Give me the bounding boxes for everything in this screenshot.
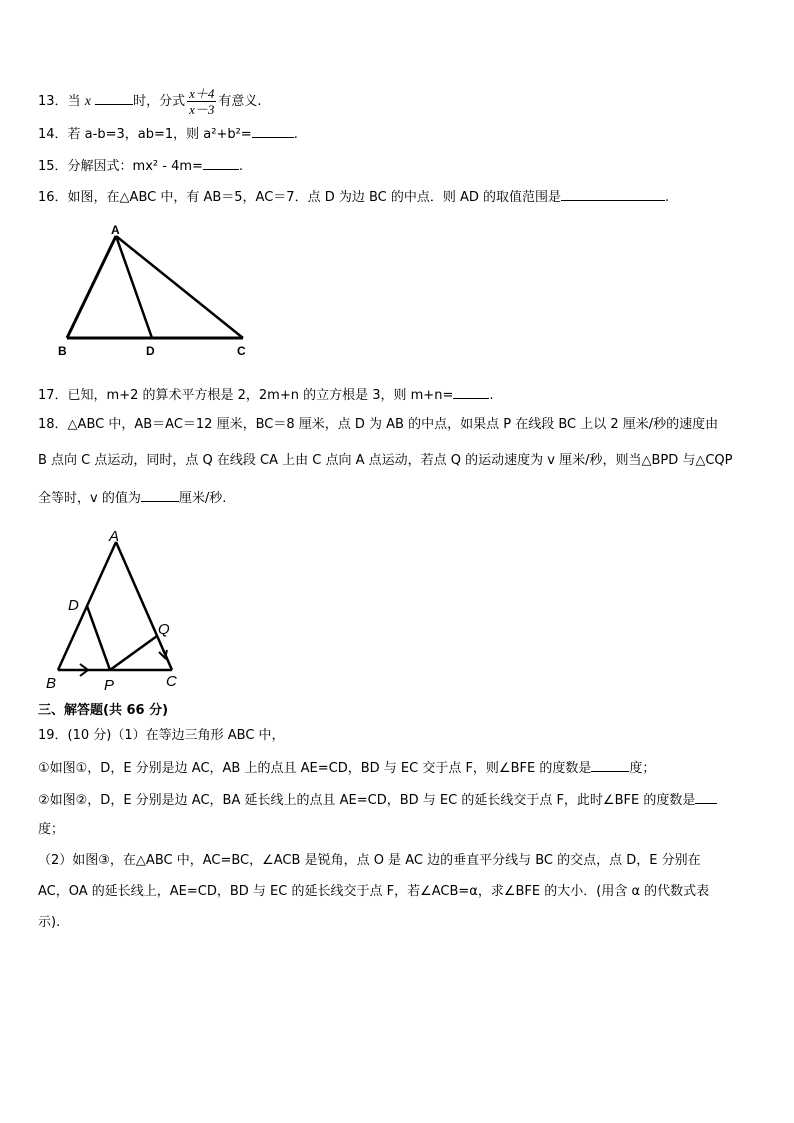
question-number: 17． bbox=[38, 388, 68, 403]
answer-blank[interactable] bbox=[95, 90, 133, 105]
label-A: A bbox=[111, 223, 120, 237]
question-19-part3-line2: AC，OA 的延长线上，AE=CD，BD 与 EC 的延长线交于点 F，若∠ACB=α，求∠BFE 的大小．(用含 α 的代数式表 bbox=[38, 884, 710, 899]
answer-blank[interactable] bbox=[453, 384, 489, 399]
label-Q: Q bbox=[158, 621, 170, 638]
answer-blank[interactable] bbox=[141, 487, 179, 502]
question-18-line1: 18．△ABC 中，AB＝AC＝12 厘米，BC＝8 厘米，点 D 为 AB 的中点，如果点 P 在线段 BC 上以 2 厘米/秒的速度由 bbox=[38, 417, 719, 432]
question-17: 17．已知，m+2 的算术平方根是 2，2m+n 的立方根是 3，则 m+n= . bbox=[38, 384, 493, 406]
question-18-line2: B 点向 C 点运动，同时，点 Q 在线段 CA 上由 C 点向 A 点运动，若点 Q 的运动速度为 v 厘米/秒，则当△BPD 与△CQP bbox=[38, 453, 733, 468]
question-14: 14．若 a-b=3，ab=1，则 a²+b²= . bbox=[38, 123, 298, 145]
question-18-line3: 全等时，v 的值为 厘米/秒. bbox=[38, 487, 226, 509]
label-B: B bbox=[58, 344, 67, 358]
question-number: 18． bbox=[38, 417, 68, 432]
label-D: D bbox=[68, 597, 79, 614]
question-13: 13．当 x 时，分式 $\frac{x+4}{x-3}$ 有意义. bbox=[38, 86, 262, 117]
section-heading: 三、解答题(共 66 分) bbox=[38, 703, 169, 718]
question-19-part2: ②如图②，D，E 分别是边 AC，BA 延长线上的点且 AE=CD，BD 与 EC 的延长线交于点 F，此时∠BFE 的度数是 bbox=[38, 789, 717, 811]
answer-blank[interactable] bbox=[252, 123, 294, 138]
answer-blank[interactable] bbox=[591, 757, 629, 772]
answer-blank[interactable] bbox=[203, 155, 239, 170]
question-number: 14． bbox=[38, 127, 68, 142]
question-19-part2-end: 度； bbox=[38, 822, 65, 837]
question-number: 15． bbox=[38, 159, 68, 174]
label-P: P bbox=[104, 677, 115, 694]
label-C: C bbox=[237, 344, 246, 358]
question-19-part1: ①如图①，D，E 分别是边 AC，AB 上的点且 AE=CD，BD 与 EC 交于点 F，则∠BFE 的度数是 度； bbox=[38, 757, 655, 779]
answer-blank[interactable] bbox=[561, 186, 665, 201]
question-19-part3-line1: （2）如图③，在△ABC 中，AC=BC，∠ACB 是锐角，点 O 是 AC 边的垂直平分线与 BC 的交点，点 D，E 分别在 bbox=[38, 853, 701, 868]
answer-blank[interactable] bbox=[695, 789, 717, 804]
question-16: 16．如图，在△ABC 中，有 AB＝5，AC＝7．点 D 为边 BC 的中点．则 AD 的取值范围是 . bbox=[38, 186, 669, 208]
question-19-part3-line3: 示). bbox=[38, 915, 61, 930]
question-15: 15．分解因式：mx² - 4m= . bbox=[38, 155, 243, 177]
question-19-intro: 19．(10 分)（1）在等边三角形 ABC 中， bbox=[38, 728, 285, 743]
fraction: $\frac{x+4}{x-3}$ bbox=[189, 86, 215, 117]
question-number: 16． bbox=[38, 190, 68, 205]
label-C: C bbox=[166, 673, 177, 690]
question-number: 13． bbox=[38, 94, 68, 109]
triangle-figure-16 bbox=[50, 222, 260, 362]
triangle-figure-18 bbox=[36, 524, 196, 696]
label-B: B bbox=[46, 675, 57, 692]
label-A: A bbox=[109, 528, 120, 545]
label-D: D bbox=[146, 344, 155, 358]
